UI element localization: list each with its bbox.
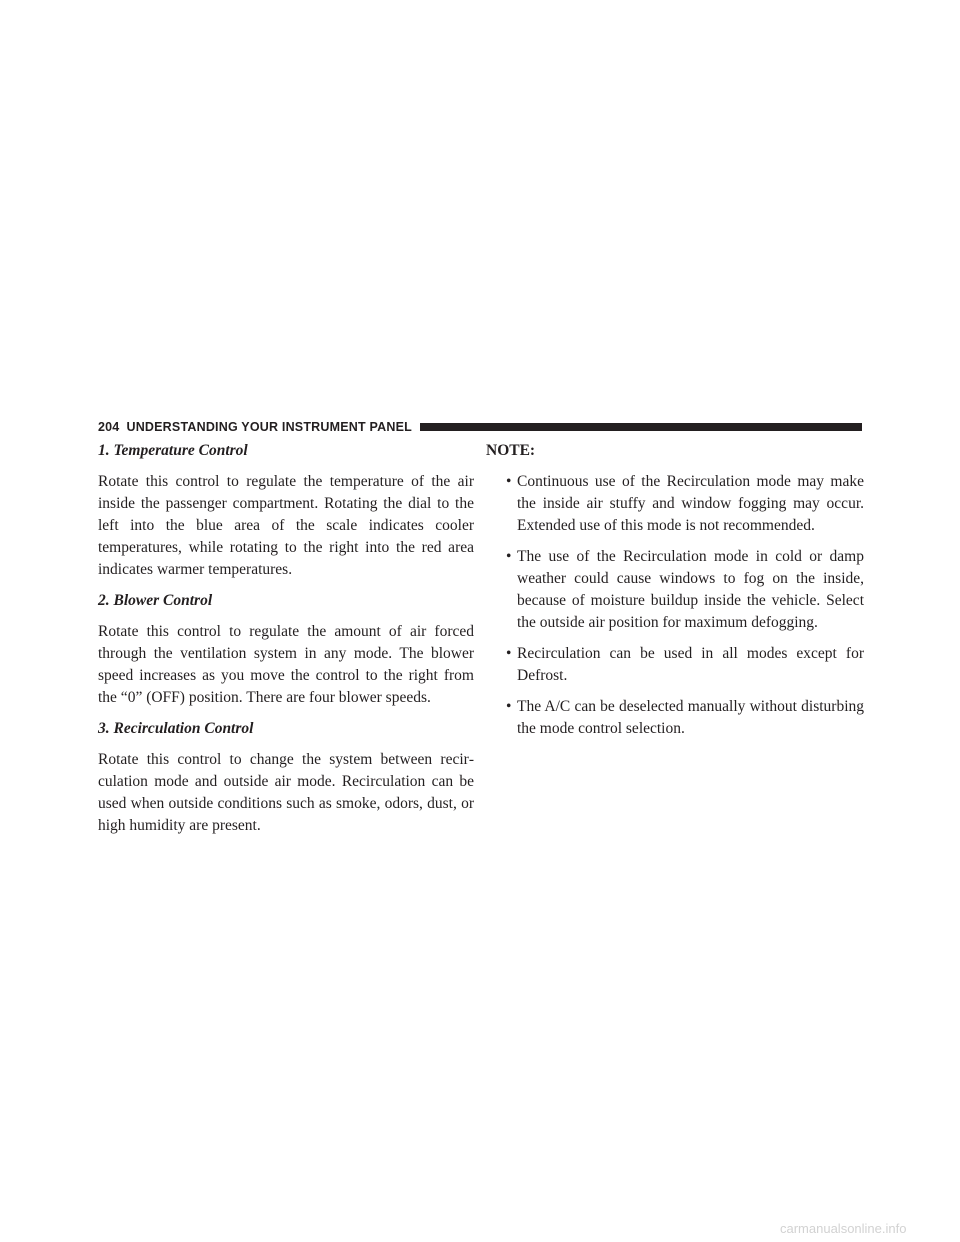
watermark: carmanualsonline.info	[780, 1221, 907, 1236]
header-rule	[420, 423, 862, 431]
note-item	[506, 643, 864, 687]
blower-control-heading: 2. Blower Control	[98, 592, 213, 609]
bullet-icon: •	[506, 473, 512, 490]
bullet-icon: •	[506, 698, 512, 715]
bullet-icon: •	[506, 645, 512, 662]
note-text: Continuous use of the Recirculation mode may make the inside air stuffy and window fogging may occur. Extended use of this mode is not recommended.	[517, 473, 864, 534]
header-text	[98, 420, 412, 434]
blower-control-text: Rotate this control to regulate the amount of air forced through the ventilation system in any mode. The blower speed increases as you move the control to the right from the “0” (OFF) position. There are four blower speeds.	[98, 623, 474, 706]
bullet-icon: •	[506, 548, 512, 565]
note-item	[506, 696, 864, 740]
note-item	[506, 471, 864, 537]
page-header	[98, 419, 862, 435]
chapter-title: UNDERSTANDING YOUR INSTRUMENT PANEL	[126, 420, 412, 434]
temperature-control-heading: 1. Temperature Control	[98, 442, 248, 459]
temperature-control-text: Rotate this control to regulate the temperature of the air inside the passenger compartment. Rotating the dial to the left into the blue area of the scale indicates cooler temperatures, while rotating to the right into the red area indicates warmer temperatures.	[98, 473, 474, 578]
left-column	[98, 440, 474, 846]
page-number: 204	[98, 420, 120, 434]
recirculation-control-text: Rotate this control to change the system between recirculation mode and outside air mode. Recirculation can be used when outside conditions such as smoke, odors, dust, or high humidity are present.	[98, 751, 474, 834]
recirculation-control-heading: 3. Recirculation Control	[98, 720, 254, 737]
note-text: The use of the Recirculation mode in cold or damp weather could cause windows to fog on the inside, because of moisture buildup inside the vehicle. Select the outside air position for maximum defogging.	[517, 548, 864, 631]
note-list	[486, 471, 864, 740]
note-title: NOTE:	[486, 442, 536, 459]
note-text: Recirculation can be used in all modes except for Defrost.	[517, 645, 864, 684]
note-item	[506, 546, 864, 634]
right-column	[486, 440, 864, 749]
note-text: The A/C can be deselected manually without disturbing the mode control selection.	[517, 698, 864, 737]
